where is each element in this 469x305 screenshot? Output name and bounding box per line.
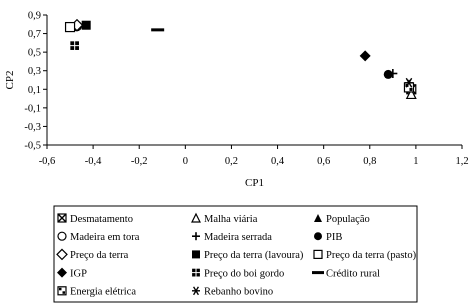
point-preco-da-terra-pasto <box>66 23 75 32</box>
legend-label-preco-da-terra: Preço da terra <box>70 250 129 262</box>
legend-label-energia-eletrica: Energia elétrica <box>70 286 136 298</box>
legend-label-preco-da-terra-pasto: Preço da terra (pasto) <box>326 250 417 262</box>
x-tick-label: 1 <box>413 156 419 167</box>
legend-label-malha-viaria: Malha viária <box>204 213 258 225</box>
legend-label-rebanho-bovino: Rebanho bovino <box>204 286 274 298</box>
data-points <box>66 20 416 99</box>
y-tick-label: -0,3 <box>24 121 41 133</box>
legend-label-desmatamento: Desmatamento <box>70 213 133 225</box>
point-igp <box>360 50 371 61</box>
legend-label-madeira-em-tora: Madeira em tora <box>70 232 140 243</box>
x-tick-label: 0,4 <box>270 156 285 167</box>
legend-label-preco-do-boi-gordo: Preço do boi gordo <box>204 268 285 280</box>
x-tick-label: -0,2 <box>130 156 148 167</box>
legend-marker-energia-eletrica <box>58 287 66 295</box>
point-preco-do-boi-gordo <box>70 41 79 50</box>
legend-label-madeira-serrada: Madeira serrada <box>204 232 272 243</box>
legend-marker-madeira-em-tora <box>58 232 66 240</box>
point-credito-rural <box>151 28 164 31</box>
x-tick-label: -0,4 <box>84 156 102 167</box>
y-axis-title: CP2 <box>4 70 16 90</box>
y-tick-label: 0,1 <box>27 84 41 96</box>
x-tick-label: 0,8 <box>363 156 377 167</box>
x-axis-title: CP1 <box>245 177 264 189</box>
point-energia-eletrica <box>404 83 413 92</box>
x-tick-label: 0 <box>182 156 188 167</box>
legend-label-pib: PIB <box>326 232 343 243</box>
legend-marker-desmatamento <box>58 214 66 222</box>
legend-label-preco-da-terra-lavoura: Preço da terra (lavoura) <box>204 250 304 262</box>
x-tick-label: 0,6 <box>317 156 331 167</box>
legend-marker-pib <box>314 232 322 240</box>
legend-marker-preco-da-terra-pasto <box>314 250 322 258</box>
x-tick-label: 0,2 <box>224 156 239 167</box>
y-tick-label: 0,7 <box>27 29 41 41</box>
point-pib <box>384 70 393 79</box>
y-tick-label: -0,5 <box>24 140 41 152</box>
y-tick-label: 0,5 <box>27 47 41 59</box>
x-tick-label: -0,6 <box>38 156 56 167</box>
legend-marker-credito-rural <box>312 271 324 274</box>
point-preco-da-terra-lavoura <box>82 21 91 30</box>
y-tick-label: 0,9 <box>27 10 41 22</box>
legend-label-populacao: População <box>326 213 370 225</box>
legend-label-igp: IGP <box>70 268 87 280</box>
y-tick-label: 0,3 <box>27 66 41 78</box>
y-tick-label: -0,1 <box>24 103 41 115</box>
x-tick-label: 1,2 <box>455 156 469 167</box>
legend-marker-preco-da-terra-lavoura <box>192 250 200 258</box>
legend-label-credito-rural: Crédito rural <box>326 268 380 280</box>
